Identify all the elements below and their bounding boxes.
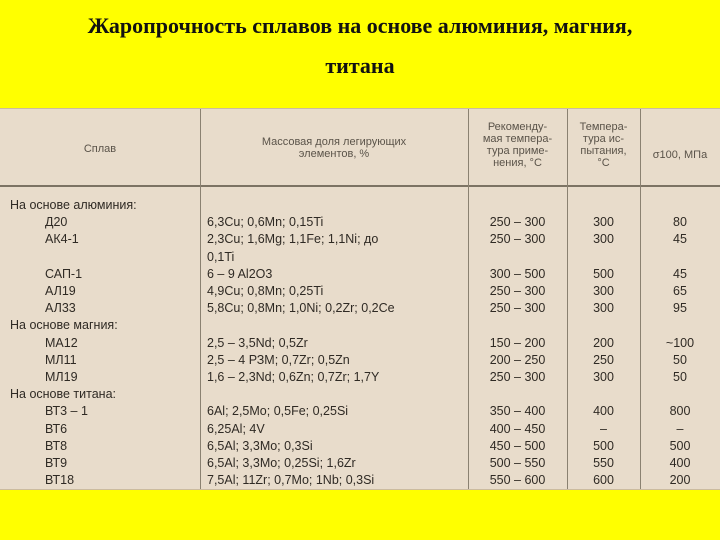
slide-title (0, 6, 720, 86)
cell-alloy: На основе магния: (10, 318, 118, 333)
cell-test-temp: 300 (593, 232, 614, 247)
table-row (0, 300, 720, 317)
cell-sigma: ~100 (665, 335, 695, 350)
cell-sigma: 45 (673, 232, 687, 247)
cell-alloy: МЛ19 (45, 370, 78, 384)
table-row (0, 403, 720, 420)
cell-recommended-temp: 450 – 500 (489, 438, 546, 453)
cell-recommended-temp: 250 – 300 (489, 370, 546, 384)
cell-composition: 6,5Al; 3,3Mo; 0,3Si (207, 438, 313, 453)
table-row (0, 266, 720, 283)
cell-recommended-temp: 550 – 600 (489, 473, 546, 488)
header-composition (200, 136, 468, 160)
cell-composition: 4,9Cu; 0,8Mn; 0,25Ti (207, 284, 324, 298)
cell-composition: 2,3Cu; 1,6Mg; 1,1Fe; 1,1Ni; до (207, 232, 379, 247)
cell-recommended-temp: 200 – 250 (489, 352, 546, 367)
cell-composition: 6,3Cu; 0,6Mn; 0,15Ti (207, 215, 324, 230)
table-row (0, 283, 720, 300)
header-composition-line1: Массовая доля легирующих (261, 136, 407, 148)
cell-composition: 0,1Ti (207, 249, 235, 264)
cell-recommended-temp: 250 – 300 (489, 232, 546, 247)
cell-composition: 6,25Al; 4V (207, 421, 265, 436)
header-test-line1: Темпера- (579, 121, 628, 133)
slide-title-line2: титана (325, 53, 395, 78)
cell-test-temp: 300 (593, 370, 614, 384)
cell-sigma: 800 (669, 404, 691, 419)
cell-sigma: 50 (673, 370, 687, 384)
table-row (0, 249, 720, 266)
cell-recommended-temp: 350 – 400 (489, 404, 546, 419)
cell-alloy: МА12 (45, 335, 78, 350)
cell-test-temp: 300 (593, 284, 614, 298)
table-row (0, 231, 720, 248)
cell-sigma: 50 (673, 352, 687, 367)
cell-composition: 5,8Cu; 0,8Mn; 1,0Ni; 0,2Zr; 0,2Ce (207, 301, 395, 316)
cell-recommended-temp: 250 – 300 (489, 284, 546, 298)
cell-alloy: ВТ6 (45, 421, 68, 436)
header-rec-line2: мая темпера- (482, 133, 553, 145)
header-composition-line2: элементов, % (298, 148, 370, 160)
header-test-line4: °С (597, 157, 610, 169)
cell-test-temp: 500 (593, 438, 614, 453)
group-header-row (0, 386, 720, 403)
cell-alloy: На основе алюминия: (10, 198, 137, 212)
cell-recommended-temp: 500 – 550 (489, 456, 546, 470)
cell-test-temp: – (600, 421, 607, 436)
table-row (0, 438, 720, 455)
cell-composition: 2,5 – 3,5Nd; 0,5Zr (207, 335, 308, 350)
cell-alloy: ВТ3 – 1 (45, 404, 88, 419)
cell-alloy: ВТ8 (45, 438, 68, 453)
table-row (0, 421, 720, 438)
cell-test-temp: 300 (593, 215, 614, 230)
group-header-row (0, 317, 720, 334)
header-test-temp (567, 121, 640, 169)
table-row (0, 214, 720, 231)
cell-sigma: 80 (673, 215, 687, 230)
cell-sigma: 200 (669, 473, 691, 488)
cell-test-temp: 500 (593, 266, 614, 281)
cell-sigma: 400 (669, 456, 691, 470)
cell-sigma: 500 (669, 438, 691, 453)
cell-recommended-temp: 300 – 500 (489, 266, 546, 281)
table-row (0, 472, 720, 489)
header-test-line2: тура ис- (582, 133, 625, 145)
cell-alloy: На основе титана: (10, 387, 117, 402)
header-rec-line4: нения, °С (493, 157, 542, 169)
header-alloy: Сплав (83, 143, 117, 155)
cell-composition: 1,6 – 2,3Nd; 0,6Zn; 0,7Zr; 1,7Y (207, 370, 380, 384)
group-header-row (0, 197, 720, 214)
cell-alloy: АЛ33 (45, 301, 76, 316)
cell-test-temp: 250 (593, 352, 614, 367)
cell-alloy: Д20 (45, 215, 68, 230)
cell-test-temp: 600 (593, 473, 614, 488)
cell-sigma: – (676, 421, 684, 436)
cell-alloy: МЛ11 (45, 352, 77, 367)
cell-composition: 6 – 9 Al2O3 (207, 266, 273, 281)
cell-alloy: АЛ19 (45, 284, 76, 298)
cell-composition: 6,5Al; 3,3Mo; 0,25Si; 1,6Zr (207, 456, 356, 470)
cell-alloy: ВТ18 (45, 473, 75, 488)
table-row (0, 369, 720, 386)
cell-recommended-temp: 150 – 200 (489, 335, 546, 350)
cell-composition: 7,5Al; 11Zr; 0,7Mo; 1Nb; 0,3Si (207, 473, 375, 488)
header-test-line3: пытания, (580, 145, 627, 157)
cell-test-temp: 550 (593, 456, 614, 470)
cell-sigma: 65 (673, 284, 687, 298)
cell-test-temp: 400 (593, 404, 614, 419)
cell-test-temp: 300 (593, 301, 614, 316)
header-rec-line3: тура приме- (486, 145, 549, 157)
cell-composition: 2,5 – 4 РЗМ; 0,7Zr; 0,5Zn (207, 352, 350, 367)
cell-sigma: 95 (673, 301, 687, 316)
slide-title-line1: Жаропрочность сплавов на основе алюминия, магния, (87, 13, 633, 38)
cell-recommended-temp: 250 – 300 (489, 301, 546, 316)
cell-recommended-temp: 400 – 450 (489, 421, 546, 436)
table-row (0, 455, 720, 472)
cell-sigma: 45 (673, 266, 687, 281)
cell-recommended-temp: 250 – 300 (489, 215, 546, 230)
scanned-table (0, 108, 720, 490)
cell-composition: 6Al; 2,5Mo; 0,5Fe; 0,25Si (207, 404, 349, 419)
cell-alloy: САП-1 (45, 266, 83, 281)
header-sigma: σ100, МПа (652, 149, 708, 161)
cell-alloy: АК4-1 (45, 232, 79, 247)
table-row (0, 352, 720, 369)
table-row (0, 335, 720, 352)
cell-alloy: ВТ9 (45, 456, 68, 470)
header-recommended-temp (468, 121, 567, 169)
header-rec-line1: Рекоменду- (487, 121, 548, 133)
cell-test-temp: 200 (593, 335, 614, 350)
